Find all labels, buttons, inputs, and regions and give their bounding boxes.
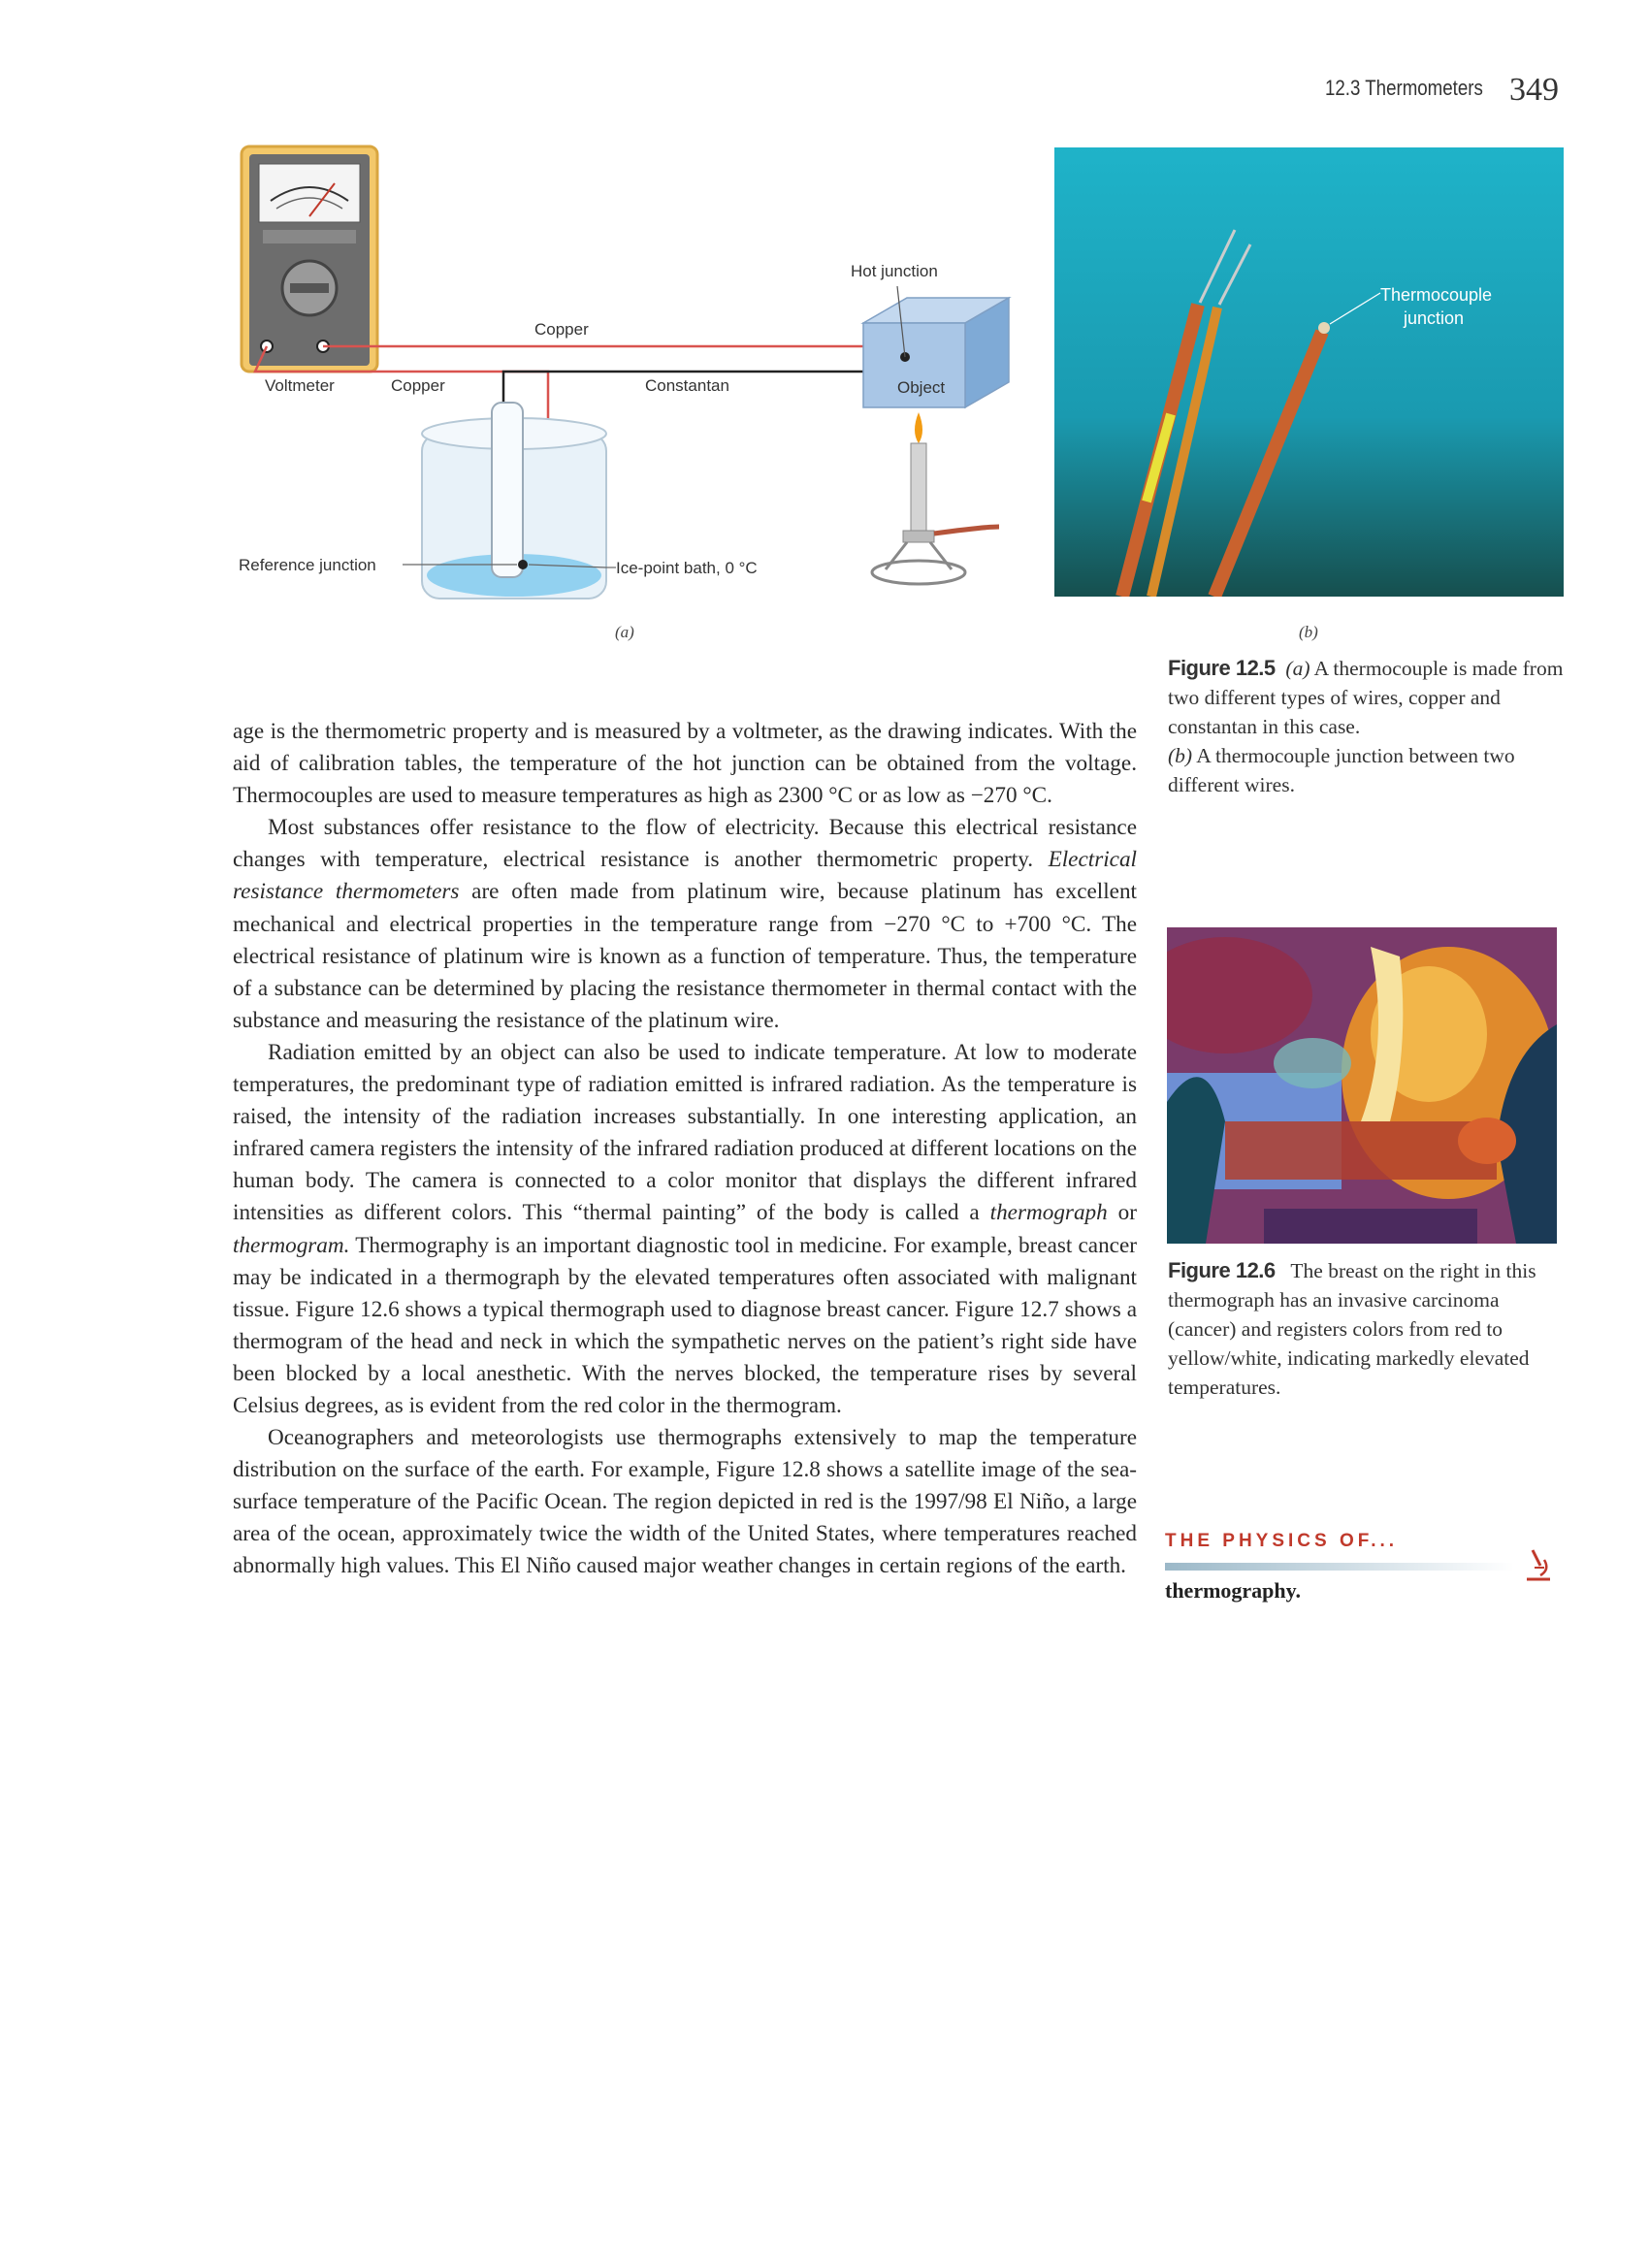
figure-12-6-label: Figure 12.6	[1168, 1258, 1276, 1282]
breast-thermograph-image	[1167, 927, 1557, 1244]
paragraph-4: Oceanographers and meteorologists use thermographs extensively to map the temperature distribution on the surface of the earth. For example, Figure 12.8 shows a satellite image of the sea-surface temperature of the Pacific Ocean. The region depicted in red is the 1997/98 El Niño, a large area of the ocean, approximately twice the width of the United States, where temperatures reached abnormally high values. This El Niño caused major weather changes in certain regions of the earth.	[233, 1425, 1137, 1579]
paragraph-3-b: Thermography is an important diagnostic tool in medicine. For example, breast cancer may be indicated in a thermograph by the elevated temperatures often associated with malignant tissue. Figure 12.6 shows a typical thermograph used to diagnose breast cancer. Figure 12.7 shows a thermogram of the head and neck in which the sympathetic nerves on the patient’s right side have been blocked by a local anesthetic. With the nerves blocked, the temperature rises by several Celsius degrees, as is evident from the red color in the thermogram.	[233, 1232, 1137, 1418]
subfigure-b-label: (b)	[1299, 623, 1318, 641]
figure-12-5-caption	[1168, 654, 1568, 799]
label-ice-point-bath: Ice-point bath, 0 °C	[616, 559, 758, 577]
caption-a-mark: (a)	[1285, 657, 1310, 680]
caption-b-text: A thermocouple junction between two different wires.	[1168, 744, 1515, 796]
caption-b-mark: (b)	[1168, 744, 1193, 767]
figure-12-6-text: The breast on the right in this thermograph has an invasive carcinoma (cancer) and registers colors from red to yellow/white, indicating markedly elevated temperatures.	[1168, 1259, 1536, 1399]
paragraph-2-emphasis: Electrical resistance thermometers	[233, 847, 1137, 905]
physics-of-title: THE PHYSICS OF...	[1165, 1531, 1399, 1551]
voltmeter-illustration	[242, 146, 377, 372]
caption-a-text: A thermocouple is made from two different types of wires, copper and constantan in this case.	[1168, 657, 1564, 738]
paragraph-2-b: are often made from platinum wire, because platinum has excellent mechanical and electrical properties in the temperature range from −270 °C to +700 °C. The electrical resistance of platinum wire is known as a function of temperature. Thus, the temperature of a substance can be determined by placing the resistance thermometer in thermal contact with the substance and measuring the resistance of the platinum wire.	[233, 879, 1137, 1033]
microscope-icon	[1523, 1546, 1552, 1585]
label-reference-junction: Reference junction	[239, 556, 376, 574]
paragraph-3-or: or	[1107, 1200, 1137, 1226]
physics-of-bar	[1165, 1563, 1514, 1571]
label-object: Object	[897, 378, 946, 397]
bunsen-burner	[872, 412, 999, 584]
thermocouple-photo	[1054, 147, 1564, 597]
paragraph-3-emphasis-2: thermogram.	[233, 1232, 350, 1258]
paragraph-1: age is the thermometric property and is measured by a voltmeter, as the drawing indicates. With the aid of calibration tables, the temperature of the hot junction can be obtained from the voltage. Thermocouples are used to measure temperatures as high as 2300 °C or as low as −270 °C.	[233, 719, 1137, 809]
body-text	[233, 716, 1137, 1583]
thermocouple-diagram	[228, 141, 1101, 645]
running-header-section: 12.3 Thermometers	[1325, 76, 1483, 100]
subfigure-a-label: (a)	[615, 623, 634, 641]
label-voltmeter: Voltmeter	[265, 376, 335, 395]
paragraph-3-emphasis-1: thermograph	[989, 1200, 1108, 1226]
paragraph-3-a: Radiation emitted by an object can also be used to indicate temperature. At low to moderate temperatures, the predominant type of radiation emitted is infrared radiation. As the temperature is raised, the intensity of the radiation increases substantially. In one interesting application, an infrared camera registers the intensity of the infrared radiation produced at different locations on the human body. The camera is connected to a color monitor that displays the different infrared intensities as different colors. This “thermal painting” of the body is called a	[233, 1039, 1137, 1226]
ice-bath-beaker	[422, 403, 606, 599]
paragraph-2-a: Most substances offer resistance to the flow of electricity. Because this electrical resistance changes with temperature, electrical resistance is another thermometric property.	[233, 815, 1137, 873]
photo-label-junction: junction	[1404, 308, 1465, 328]
photo-label-thermocouple: Thermocouple	[1380, 285, 1493, 305]
label-constantan: Constantan	[645, 376, 729, 395]
label-copper-top: Copper	[534, 320, 589, 339]
paragraph-3	[233, 1037, 1137, 1422]
paragraph-2	[233, 812, 1137, 1037]
figure-12-6-caption	[1168, 1256, 1568, 1402]
label-copper-bottom: Copper	[391, 376, 445, 395]
label-hot-junction: Hot junction	[851, 262, 938, 280]
physics-of-topic: thermography.	[1165, 1578, 1301, 1603]
page-number: 349	[1509, 72, 1559, 108]
figure-12-5-label: Figure 12.5	[1168, 656, 1276, 680]
